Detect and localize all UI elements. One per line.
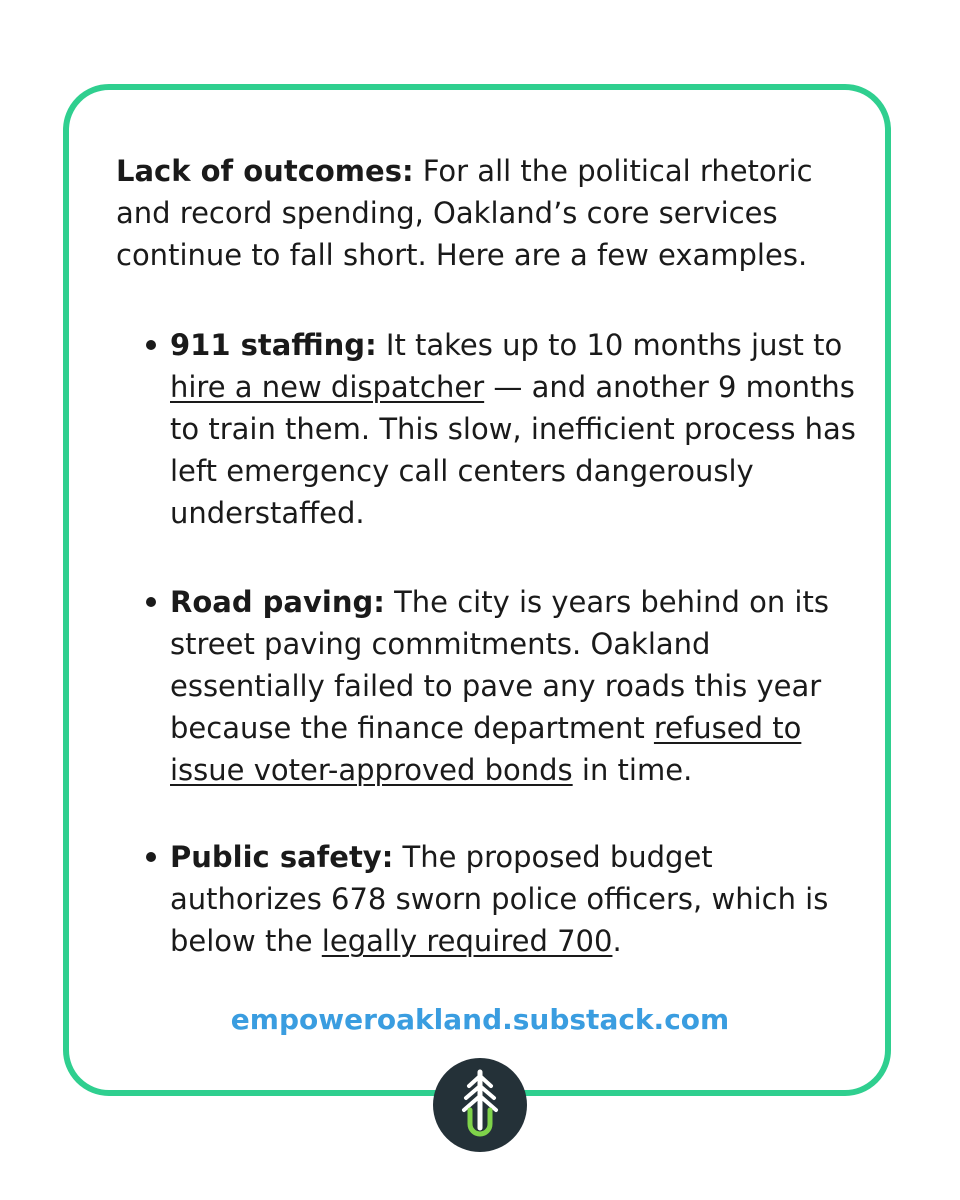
bullet-icon [146,852,156,862]
list-item-public-safety [170,836,860,962]
intro-lead: Lack of outcomes: [116,154,414,188]
item-title: Road paving: [170,585,385,619]
item-title: 911 staffing: [170,328,377,362]
intro-text: For all the political rhetoric and record spending, Oakland’s core services continue to fall short. Here are a few examples. [116,154,813,272]
bullet-icon [146,597,156,607]
substack-link[interactable]: empoweroakland.substack.com [230,1003,730,1036]
item-text-post: . [612,924,622,958]
list-item-911-staffing [170,324,860,534]
empower-oakland-logo [433,1058,527,1152]
bullet-icon [146,340,156,350]
tree-logo-icon [433,1058,527,1152]
item-text-pre: The city is years behind on its street paving commitments. Oakland essentially failed to pave any roads this year because the finance department [170,585,829,745]
refused-bonds-link[interactable]: refused to issue voter-approved bonds [170,711,802,787]
intro-paragraph [116,150,856,276]
item-text-post: in time. [572,753,693,787]
legally-required-link[interactable]: legally required 700 [321,924,613,958]
hire-dispatcher-link[interactable]: hire a new dispatcher [170,370,485,404]
item-text-pre: It takes up to 10 months just to [376,328,843,362]
list-item-road-paving [170,581,860,791]
item-title: Public safety: [170,840,394,874]
item-text-post: — and another 9 months to train them. This slow, inefficient process has left emergency call centers dangerously understaffed. [170,370,856,530]
item-text-pre: The proposed budget authorizes 678 sworn police officers, which is below the [170,840,829,958]
